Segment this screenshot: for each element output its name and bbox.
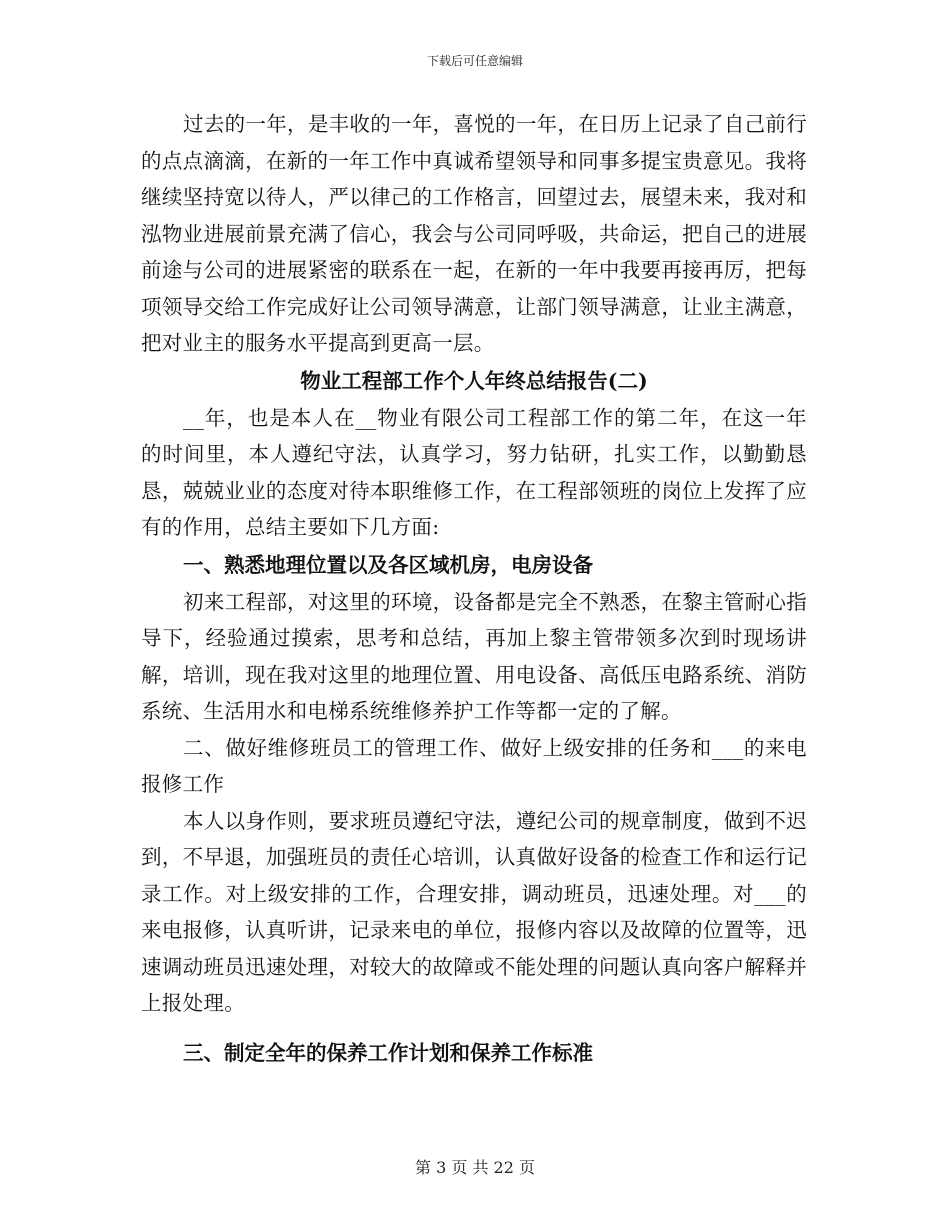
paragraph-3: 初来工程部，对这里的环境，设备都是完全不熟悉，在黎主管耐心指导下，经验通过摸索，思考和总结，再加上黎主管带领多次到时现场讲解，培训，现在我对这里的地理位置、用电设备、高低压电路系统、消防系统、生活用水和电梯系统维修养护工作等都一定的了解。 [141, 589, 808, 723]
heading-2: 二、做好维修班员工的管理工作、做好上级安排的任务和___的来电报修工作 [141, 735, 807, 796]
heading-1: 一、熟悉地理位置以及各区域机房，电房设备 [183, 552, 594, 577]
page-header-note: 下载后可任意编辑 [426, 54, 523, 68]
paragraph-2: __年，也是本人在__物业有限公司工程部工作的第二年，在这一年的时间里，本人遵纪守法，认真学习，努力钻研，扎实工作，以勤勤恳恳，兢兢业业的态度对待本职维修工作，在工程部领班的岗位上发挥了应有的作用，总结主要如下几方面: [141, 405, 807, 539]
heading-3: 三、制定全年的保养工作计划和保养工作标准 [183, 1040, 594, 1065]
section-title: 物业工程部工作个人年终总结报告(二) [300, 368, 648, 393]
document-body [141, 106, 807, 1072]
page-footer-number: 第 3 页 共 22 页 [415, 1158, 535, 1177]
paragraph-1: 过去的一年，是丰收的一年，喜悦的一年，在日历上记录了自己前行的点点滴滴，在新的一年工作中真诚希望领导和同事多提宝贵意见。我将继续坚持宽以待人，严以律己的工作格言，回望过去，展望未来，我对和泓物业进展前景充满了信心，我会与公司同呼吸，共命运，把自己的进展前途与公司的进展紧密的联系在一起，在新的一年中我要再接再厉，把每项领导交给工作完成好让公司领导满意，让部门领导满意，让业主满意，把对业主的服务水平提高到更高一层。 [141, 112, 808, 355]
paragraph-4: 本人以身作则，要求班员遵纪守法，遵纪公司的规章制度，做到不迟到，不早退，加强班员的责任心培训，认真做好设备的检查工作和运行记录工作。对上级安排的工作，合理安排，调动班员，迅速处理。对___的来电报修，认真听讲，记录来电的单位，报修内容以及故障的位置等，迅速调动班员迅速处理，对较大的故障或不能处理的问题认真向客户解释并上报处理。 [141, 808, 808, 1015]
